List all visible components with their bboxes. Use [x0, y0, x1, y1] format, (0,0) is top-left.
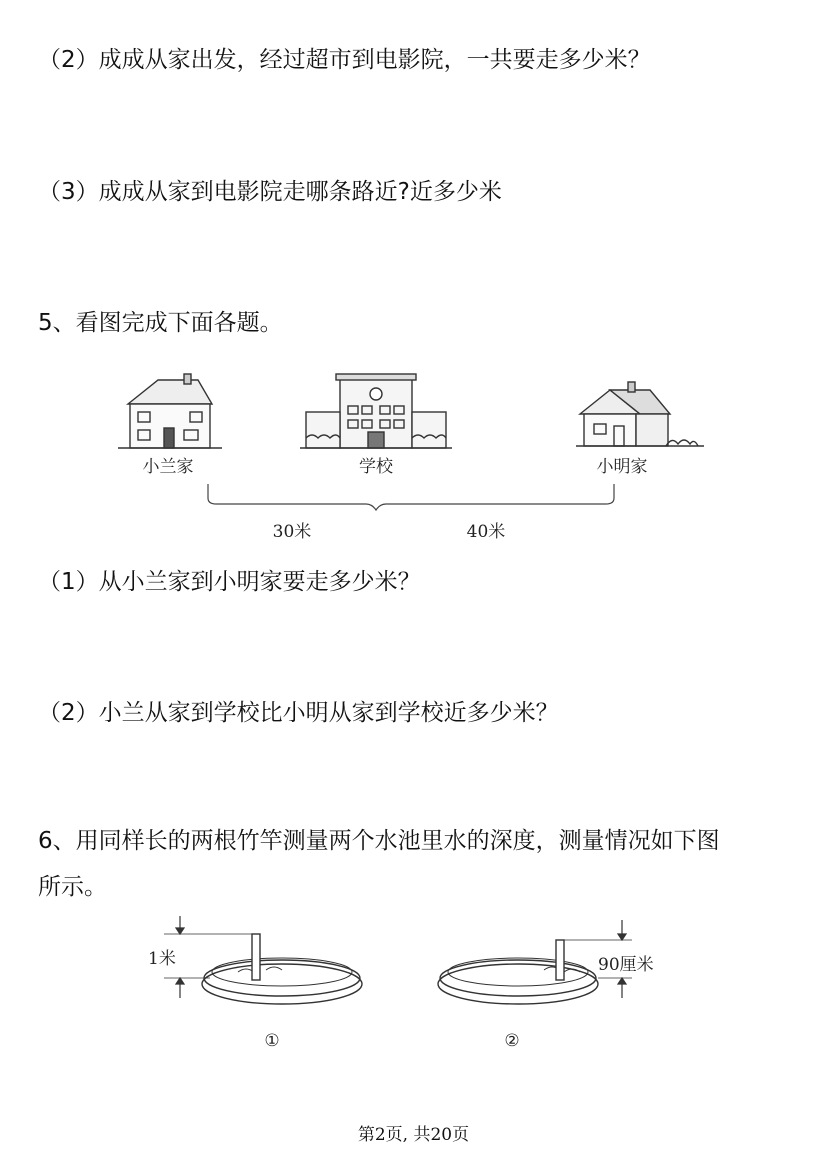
page-footer: 第2页, 共20页: [357, 1125, 470, 1145]
pool-1: [202, 958, 362, 1004]
pool-2: [438, 958, 598, 1004]
label-xiaoming-home: 小明家: [596, 457, 648, 477]
distance-label-1: 30米: [272, 522, 312, 542]
q5-figure: [110, 372, 710, 552]
xiaolan-house-icon: [118, 374, 222, 448]
pool-1-measure-label: 1米: [148, 949, 176, 969]
pole-2: [556, 940, 564, 980]
q5-part1-text: （1）从小兰家到小明家要走多少米？: [38, 569, 421, 595]
distance-label-2: 40米: [466, 522, 506, 542]
pool-2-measure-label: 90厘米: [598, 955, 654, 975]
q6-figure: [140, 900, 700, 1070]
q5-part2-text: （2）小兰从家到学校比小明从家到学校近多少米？: [38, 700, 559, 726]
distance-brace: [208, 484, 614, 510]
label-school: 学校: [359, 457, 393, 477]
pole-1: [252, 934, 260, 980]
q6-title-line2: 所示。: [38, 874, 107, 900]
school-icon: [300, 374, 452, 448]
pool-1-label: ①: [264, 1031, 280, 1051]
q5-title: 5、看图完成下面各题。: [38, 310, 283, 336]
xiaoming-house-icon: [576, 382, 704, 446]
pool-2-label: ②: [504, 1031, 520, 1051]
q4-part3-text: （3）成成从家到电影院走哪条路近?近多少米: [38, 179, 502, 205]
q6-title-line1: 6、用同样长的两根竹竿测量两个水池里水的深度，测量情况如下图: [38, 828, 720, 854]
label-xiaolan-home: 小兰家: [142, 457, 194, 477]
q4-part2-text: （2）成成从家出发，经过超市到电影院，一共要走多少米？: [38, 47, 651, 73]
